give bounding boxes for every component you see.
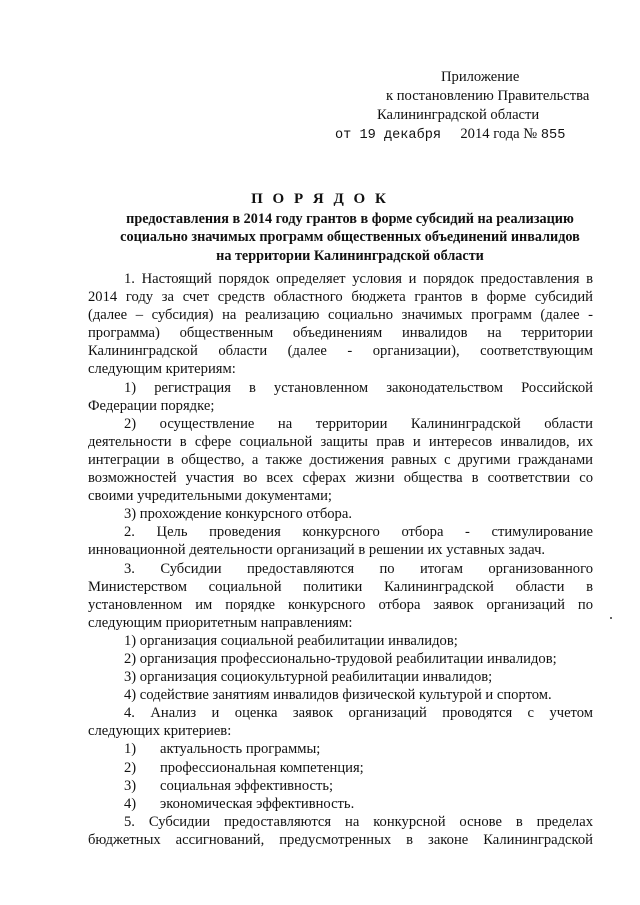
appendix-year: 2014 года [460,126,520,142]
paragraph-line: деятельности в сфере социальной защиты прав и интересов инвалидов, их [88,433,593,450]
paragraph-line: инновационной деятельности организаций в решении их уставных задач. [88,542,546,559]
subtitle-line: на территории Калининградской области [216,247,484,264]
appendix-date-line [335,125,565,145]
paragraph-line: следующим критериям: [88,361,236,378]
appendix-date: от 19 декабря [335,128,442,143]
appendix-resolution: к постановлению Правительства [386,88,590,104]
scan-speck [610,617,612,619]
list-item: 3) организация социокультурной реабилитации инвалидов; [124,669,493,686]
paragraph-line: установленном им порядке конкурсного отбора заявок организаций по [88,596,593,613]
criteria-item [88,740,593,758]
list-item: 2) организация профессионально-трудовой реабилитации инвалидов; [124,650,557,667]
paragraph-line: Министерством социальной политики Калининградской области в [88,578,593,595]
paragraph-line: 3) прохождение конкурсного отбора. [124,506,352,523]
list-item: 1) организация социальной реабилитации инвалидов; [124,632,458,649]
paragraph-line: 4. Анализ и оценка заявок организаций проводятся с учетом [124,705,593,722]
paragraph-line: 2. Цель проведения конкурсного отбора - стимулирование [124,524,593,541]
criteria-number: 2) [124,759,137,776]
subtitle-line: социально значимых программ общественных объединений инвалидов [120,229,580,246]
criteria-number: 3) [124,777,137,794]
criteria-item [88,759,593,777]
subtitle-line: предоставления в 2014 году грантов в форме субсидий на реализацию [126,211,574,227]
paragraph-line: 2) осуществление на территории Калининградской области [124,415,593,432]
criteria-item [88,777,593,795]
criteria-text: профессиональная компетенция; [160,759,364,776]
paragraph-line: 1) регистрация в установленном законодательством Российской [124,379,593,396]
paragraph-line: бюджетных ассигнований, предусмотренных в законе Калининградской [88,831,593,848]
document-subtitle [90,210,610,265]
paragraph-line: 2014 году за счет средств областного бюджета грантов в форме субсидий [88,289,593,306]
appendix-label: Приложение [441,69,520,85]
paragraph-line: интеграции в общество, а также достижения равных с другими гражданами [88,451,593,468]
paragraph-line: 5. Субсидии предоставляются на конкурсной основе в пределах [124,813,593,830]
paragraph-line: программа) общественным объединениям инвалидов на территории [88,325,593,342]
criteria-item [88,795,593,813]
paragraph-line: (далее – субсидия) на реализацию социально значимых программ (далее - [88,307,593,324]
criteria-number: 1) [124,741,137,758]
appendix-region: Калининградской области [377,107,540,123]
paragraph-line: Калининградской области (далее - организации), соответствующим [88,343,593,360]
paragraph-line: следующих критериев: [88,723,232,740]
appendix-number-sign: № [523,126,538,142]
appendix-number: 855 [540,128,566,143]
paragraph-line: Федерации порядке; [88,397,215,414]
list-item: 4) содействие занятиям инвалидов физической культурой и спортом. [124,687,552,704]
criteria-text: актуальность программы; [160,741,321,758]
document-title: П О Р Я Д О К [251,191,389,207]
paragraph-line: возможностей участия во всех сферах жизни общества в соответствии со [88,470,593,487]
paragraph-line: 3. Субсидии предоставляются по итогам организованного [124,560,593,577]
criteria-text: экономическая эффективность. [160,795,355,812]
paragraph-line: своими учредительными документами; [88,488,332,505]
criteria-number: 4) [124,795,137,812]
paragraph-line: следующим приоритетным направлениям: [88,614,353,631]
paragraph-line: 1. Настоящий порядок определяет условия и порядок предоставления в [124,271,593,287]
document-body [88,270,593,849]
criteria-text: социальная эффективность; [160,777,334,794]
